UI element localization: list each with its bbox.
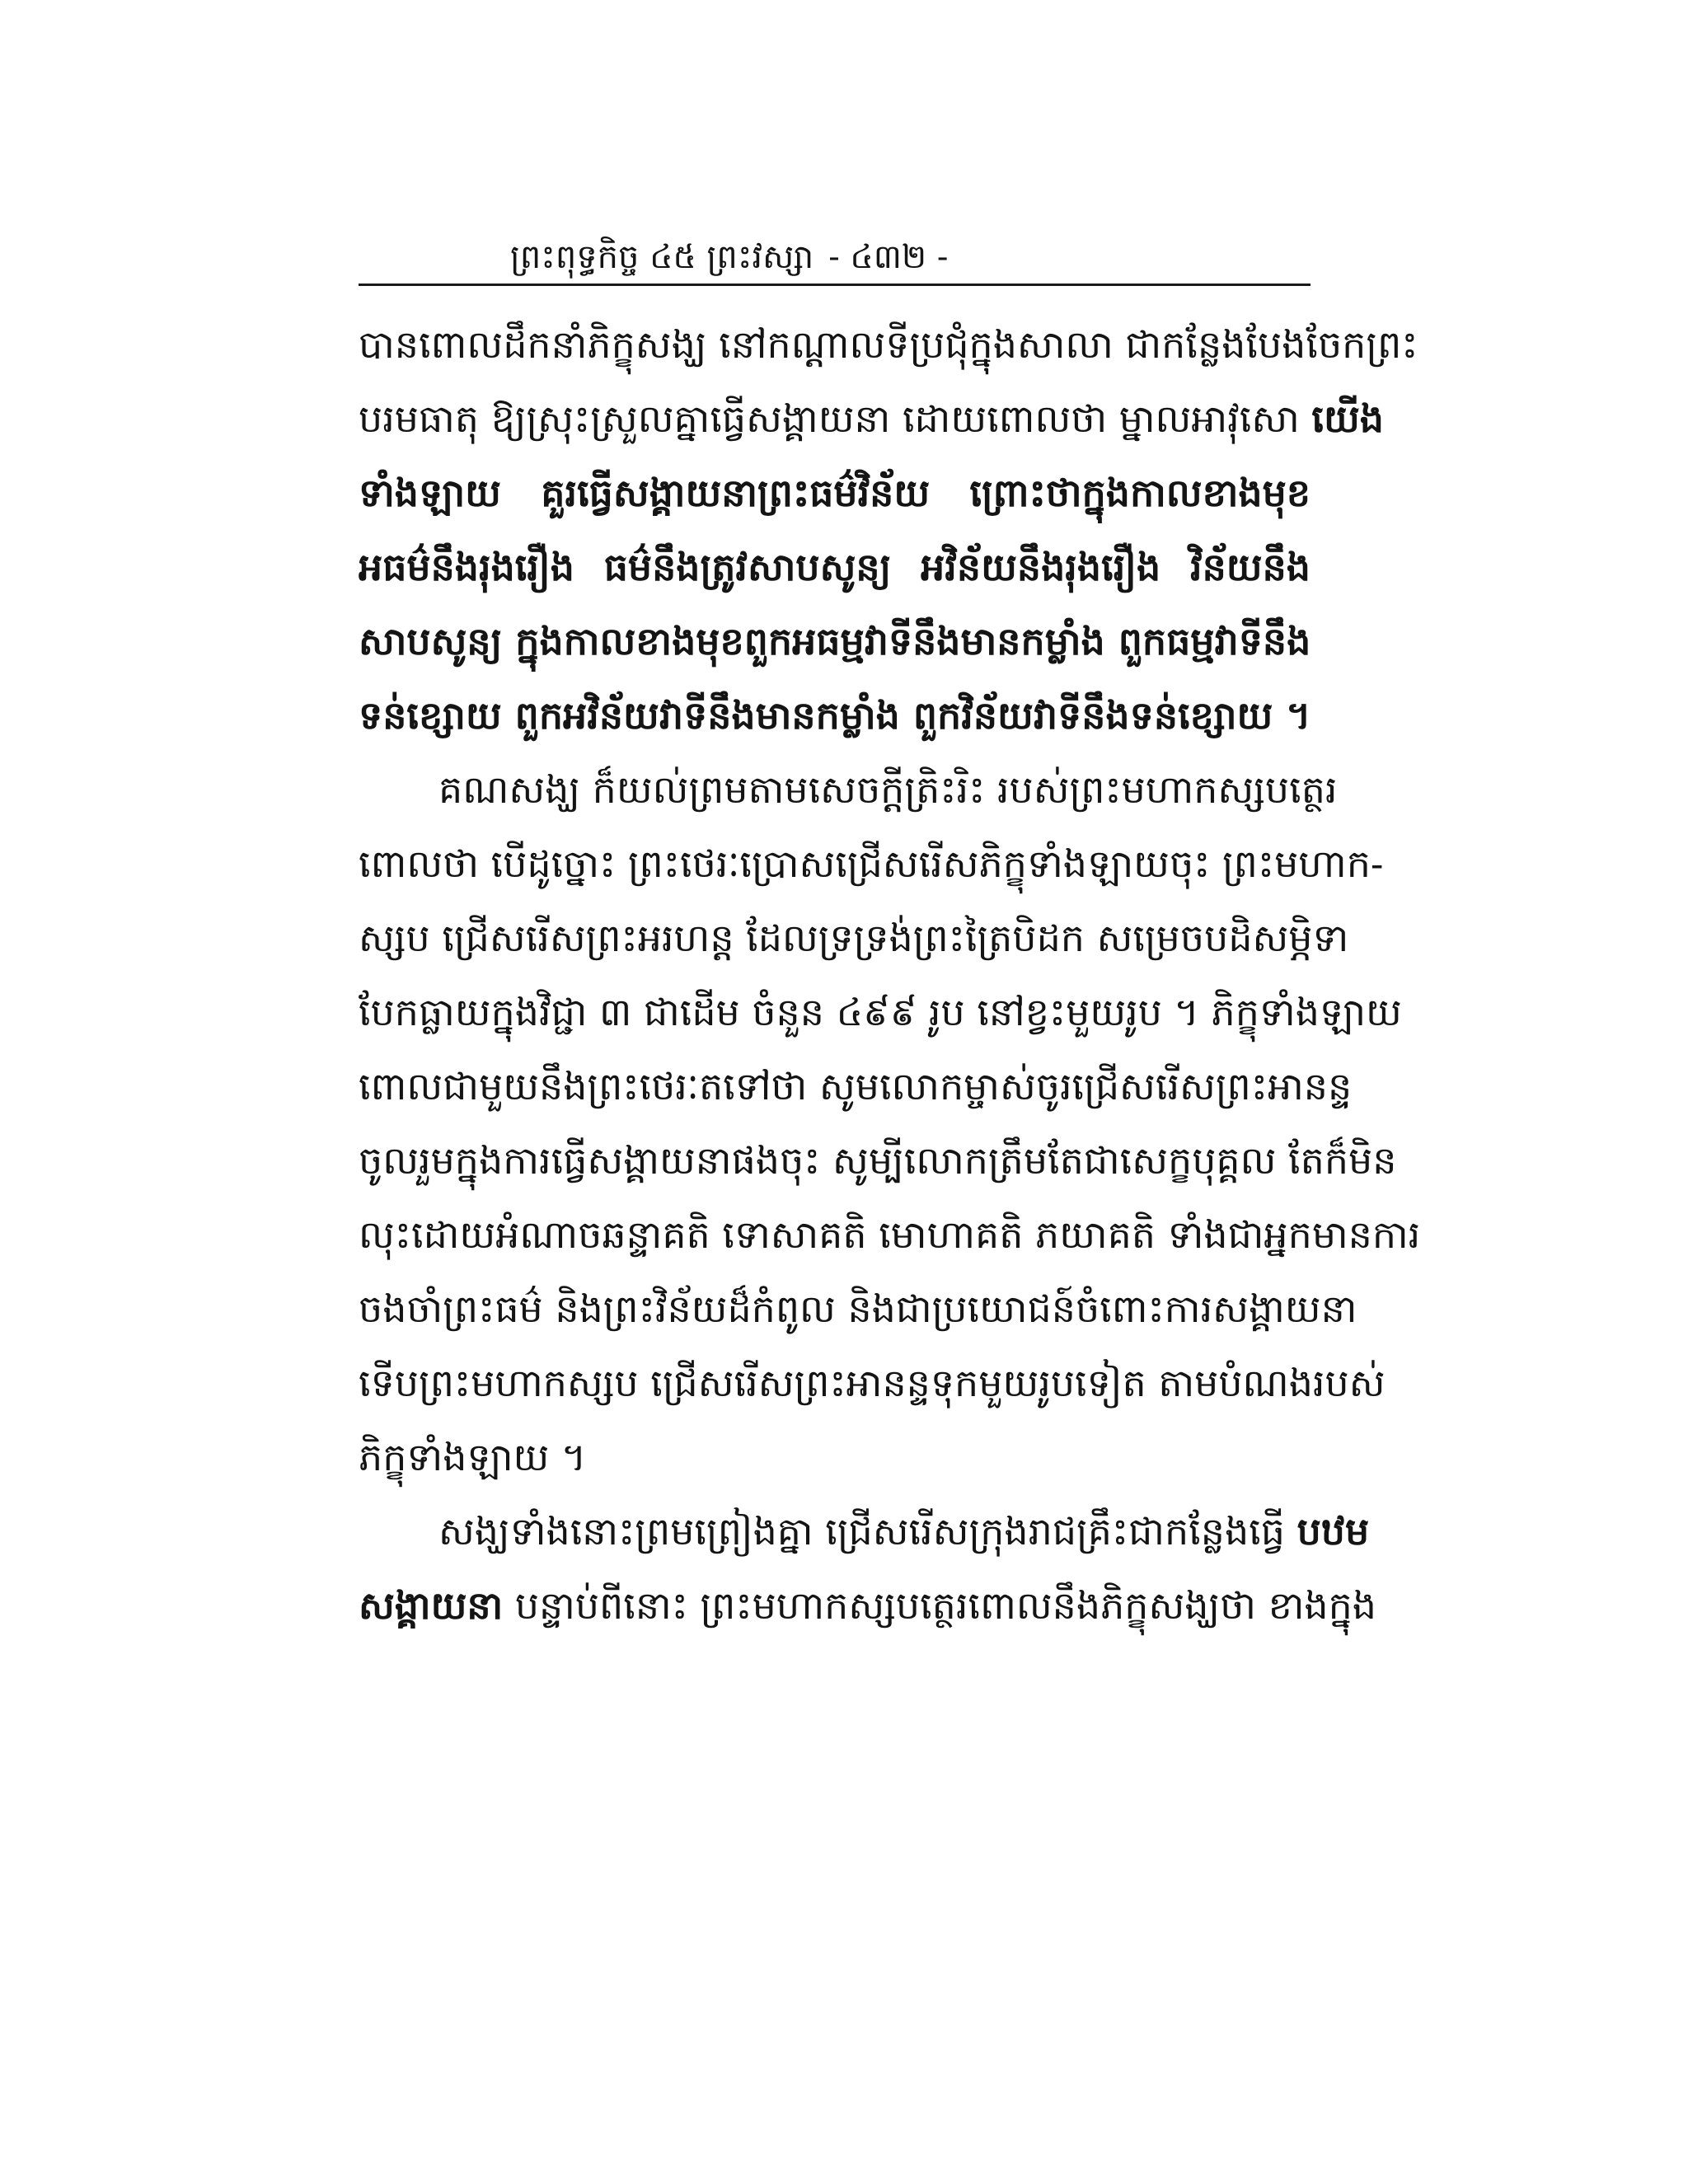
text-line: ពោលជាមួយនឹងព្រះថេរៈតទៅថា សូមលោកម្ចាស់ចូរជ្រើសរើសព្រះអានន្ទ	[359, 1064, 1353, 1108]
text-run: សង្ឃទាំងនោះព្រមព្រៀងគ្នា ជ្រើសរើសក្រុងរាជគ្រឹះជាកន្លែងធ្វើ	[438, 1509, 1285, 1554]
bold-text-run: បឋម	[1296, 1509, 1370, 1554]
text-line	[359, 1494, 1370, 1568]
text-line: អធម៌នឹងរុងរឿង ធម៌នឹងត្រូវសាបសូន្យ អវិន័យនឹងរុងរឿង វិន័យនឹង	[359, 545, 1311, 589]
text-line: ចូលរួមក្នុងការធ្វើសង្គាយនាផងចុះ សូម្បីលោកត្រឹមតែជាសេក្ខបុគ្គល តែក៏មិន	[359, 1138, 1397, 1183]
bold-text-run: សង្គាយនា	[359, 1583, 504, 1628]
text-run: បរមធាតុ ឱ្យស្រុះស្រួលគ្នាធ្វើសង្គាយនា ដោយពោលថា ម្នាលអាវុសោ	[359, 396, 1300, 441]
text-line: បែកធ្លាយក្នុងវិជ្ជា ៣ ជាដើម ចំនួន ៤៩៩ រូប នៅខ្វះមួយរូប ។ ភិក្ខុទាំងឡាយ	[359, 990, 1402, 1034]
text-run: បន្ទាប់ពីនោះ ព្រះមហាកស្សបត្ថេរពោលនឹងភិក្ខុសង្ឃថា ខាងក្នុង	[514, 1583, 1376, 1628]
header-rule	[359, 284, 1311, 286]
text-line: ចងចាំព្រះធម៌ និងព្រះវិន័យដ៏កំពូល និងជាប្រយោជន៍ចំពោះការសង្គាយនា	[359, 1286, 1357, 1331]
text-line: បានពោលដឹកនាំភិក្ខុសង្ឃ នៅកណ្តាលទីប្រជុំក្នុងសាលា ជាកន្លែងបែងចែកព្រះ	[359, 322, 1418, 367]
text-line	[359, 382, 1384, 456]
text-line: គណសង្ឃ ក៏យល់ព្រមតាមសេចក្តីត្រិះរិះ របស់ព្រះមហាកស្សបត្ថេរ	[438, 767, 1338, 812]
text-line: ស្សប ជ្រើសរើសព្រះអរហន្ត ដែលទ្រទ្រង់ព្រះត្រៃបិដក សម្រេចបដិសម្ភិទា	[359, 916, 1349, 960]
text-line: ទន់ខ្សោយ ពួកអវិន័យវាទីនឹងមានកម្លាំង ពួកវិន័យវាទីនឹងទន់ខ្សោយ ។	[359, 693, 1311, 738]
running-header-title: ព្រះពុទ្ធកិច្ច ៤៥ ព្រះវស្សា	[510, 238, 814, 276]
text-line: សាបសូន្យ ក្នុងកាលខាងមុខពួកអធម្មវាទីនឹងមានកម្លាំង ពួកធម្មវាទីនឹង	[359, 619, 1311, 663]
text-line: ទាំងឡាយ គួរធ្វើសង្គាយនាព្រះធម៌វិន័យ ព្រោះថាក្នុងកាលខាងមុខ	[359, 471, 1311, 515]
text-line: លុះដោយអំណាចឆន្ទាគតិ ទោសាគតិ មោហាគតិ ភយាគតិ ទាំងជាអ្នកមានការ	[359, 1212, 1421, 1257]
text-line: ភិក្ខុទាំងឡាយ ។	[359, 1435, 587, 1479]
body-text	[359, 307, 1421, 1643]
bold-text-run: យើង	[1311, 396, 1384, 441]
running-header	[510, 234, 948, 280]
page-number: - ៤៣២ -	[828, 238, 949, 276]
text-line: ទើបព្រះមហាកស្សប ជ្រើសរើសព្រះអានន្ទទុកមួយរូបទៀត តាមបំណងរបស់	[359, 1361, 1386, 1405]
text-line: ពោលថា បើដូច្នោះ ព្រះថេរៈប្រោសជ្រើសរើសភិក្ខុទាំងឡាយចុះ ព្រះមហាក-	[359, 841, 1384, 886]
text-line	[359, 1568, 1376, 1643]
